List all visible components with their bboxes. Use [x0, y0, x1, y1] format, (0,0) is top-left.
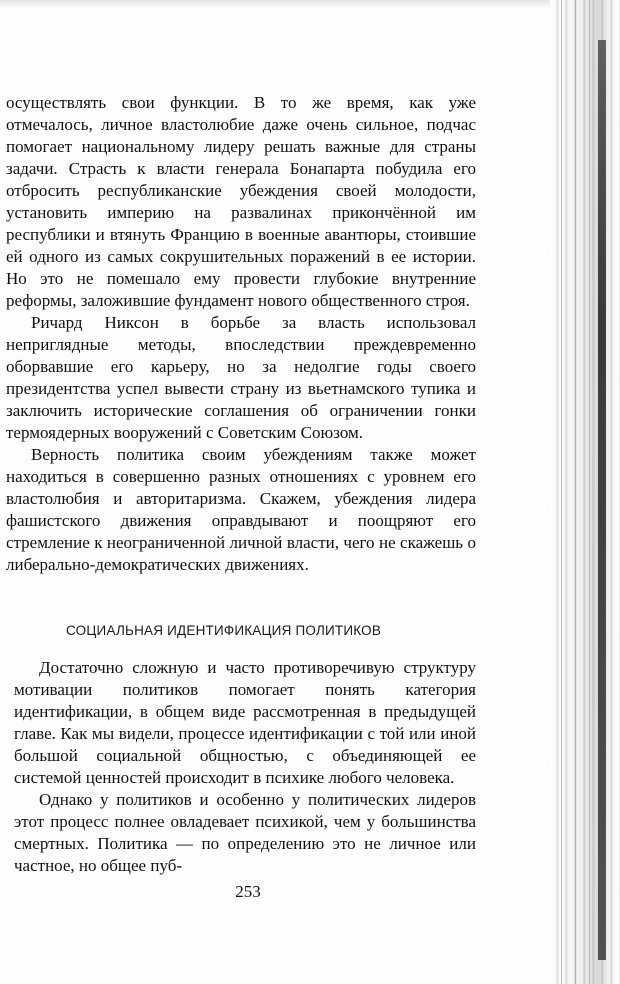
- page-number: 253: [235, 882, 261, 901]
- binding-line: [589, 0, 590, 984]
- paragraph-nixon: Ричард Никсон в борьбе за власть использовал неприглядные методы, впоследствии преждевременно оборвавшие его карьеру, но за недолгие годы своего президентства успел вывести страну из вьетнамского тупика и заключить исторические соглашения об ограничении гонки термоядерных вооружений с Советским Союзом.: [6, 313, 476, 442]
- paragraph-continuation: осуществлять свои функции. В то же время, как уже отмечалось, личное властолюбие даже очень сильное, подчас помогает национальному лидеру решать важные для страны задачи. Страсть к власти генерала Бонапарта побудила его отбросить республиканские убеждения своей молодости, установить империю на развалинах прикончённой им республики и втянуть Францию в военные авантюры, стоившие ей одного из самых сокрушительных поражений в ее истории. Но это не помешало ему провести глубокие внутренние реформы, заложившие фундамент нового общественного строя.: [6, 93, 476, 310]
- body-text-bottom: [14, 657, 476, 877]
- section-heading: СОЦИАЛЬНАЯ ИДЕНТИФИКАЦИЯ ПОЛИТИКОВ: [66, 623, 382, 638]
- scan-binding-edge: [550, 0, 620, 984]
- binding-shadow: [598, 40, 606, 960]
- paragraph-leaders: Однако у политиков и особенно у политических лидеров этот процесс полнее овладевает психикой, чем у большинства смертных. Политика — по определению это не личное или частное, но общее пуб-: [14, 790, 476, 875]
- paragraph-identification: Достаточно сложную и часто противоречивую структуру мотивации политиков помогает понять категория идентификации, в общем виде рассмотренная в предыдущей главе. Как мы видели, процессе идентификации с той или иной большой социальной общностью, с объединяющей ее системой ценностей происходит в психике любого человека.: [14, 658, 476, 787]
- scan-top-shadow: [0, 0, 620, 8]
- binding-line: [575, 0, 576, 984]
- body-text-top: [6, 92, 476, 576]
- binding-line: [561, 0, 562, 984]
- paragraph-loyalty: Верность политика своим убеждениям также может находиться в совершенно разных отношениях с уровнем его властолюбия и авторитаризма. Скажем, убеждения лидера фашистского движения оправдывают и поощряют его стремление к неограниченной личной власти, чего не скажешь о либерально-демократических движениях.: [6, 445, 476, 574]
